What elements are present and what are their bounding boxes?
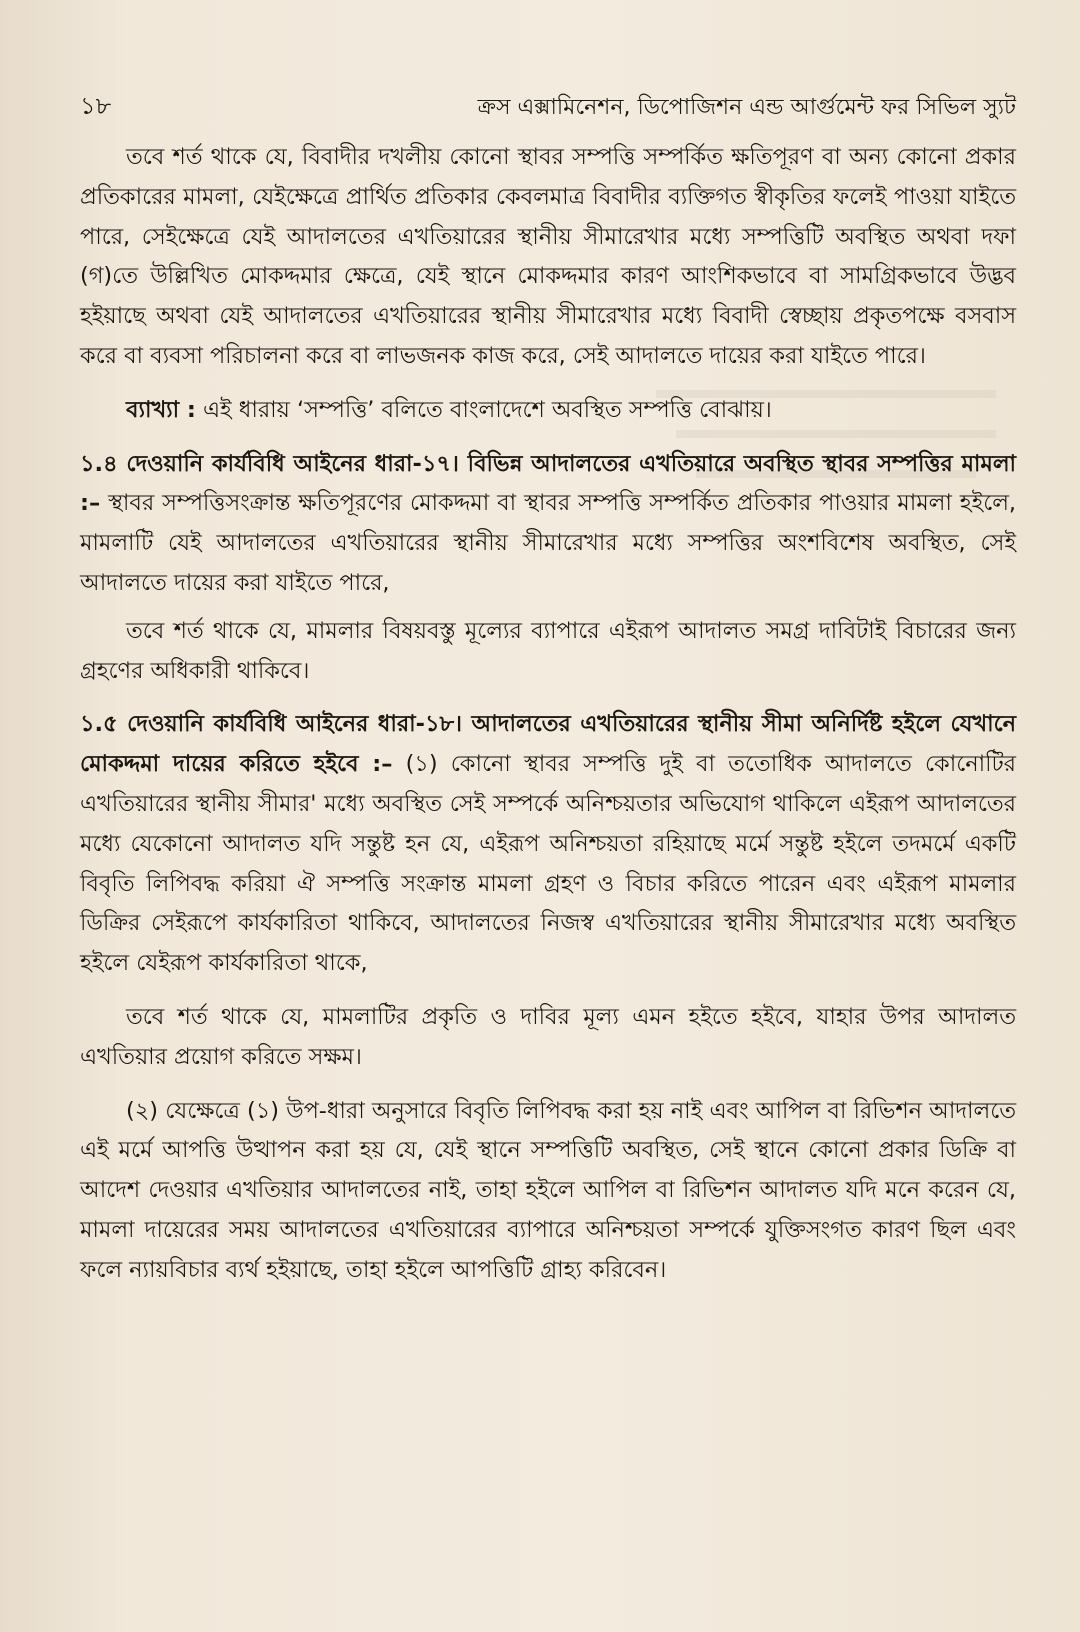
explanation-label: ব্যাখ্যা :: [126, 396, 196, 423]
proviso-paragraph: তবে শর্ত থাকে যে, বিবাদীর দখলীয় কোনো স্থাবর সম্পত্তি সম্পর্কিত ক্ষতিপূরণ বা অন্য কোনো প্রকার প্রতিকারের মামলা, যেইক্ষেত্রে প্রার্থিত প্রতিকার কেবলমাত্র বিবাদীর ব্যক্তিগত স্বীকৃতির ফলেই পাওয়া যাইতে পারে, সেইক্ষেত্রে যেই আদালতের এখতিয়ারের স্থানীয় সীমারেখার মধ্যে সম্পত্তিটি অবস্থিত অথবা দফা (গ)তে উল্লিখিত মোকদ্দমার ক্ষেত্রে, যেই স্থানে মোকদ্দমার কারণ আংশিকভাবে বা সামগ্রিকভাবে উদ্ভব হইয়াছে অথবা যেই আদালতের এখতিয়ারের স্থানীয় সীমারেখার মধ্যে বিবাদী স্বেচ্ছায় প্রকৃতপক্ষে বসবাস করে বা ব্যবসা পরিচালনা করে বা লাভজনক কাজ করে, সেই আদালতে দায়ের করা যাইতে পারে।: [80, 144, 1016, 369]
book-title: ক্রস এক্সামিনেশন, ডিপোজিশন এন্ড আর্গুমেন্ট ফর সিভিল স্যুট: [477, 95, 1016, 120]
section-1-5: [80, 705, 1016, 984]
running-header: [80, 88, 1016, 128]
section-1-4-body: স্থাবর সম্পত্তিসংক্রান্ত ক্ষতিপূরণের মোকদ্দমা বা স্থাবর সম্পত্তি সম্পর্কিত প্রতিকার পাওয়ার মামলা হইলে, মামলাটি যেই আদালতের এখতিয়ারের স্থানীয় সীমারেখার মধ্যে সম্পত্তির অংশবিশেষ অবস্থিত, সেই আদালতে দায়ের করা যাইতে পারে,: [80, 490, 1016, 596]
explanation-text: এই ধারায় ‘সম্পত্তি’ বলিতে বাংলাদেশে অবস্থিত সম্পত্তি বোঝায়।: [195, 396, 772, 423]
section-1-4-heading: ১.৪ দেওয়ানি কার্যবিধি আইনের ধারা-১৭। বিভিন্ন আদালতের এখতিয়ারে অবস্থিত স্থাবর সম্পত্তির মামলা :–: [80, 450, 1016, 517]
page-body: [80, 138, 1016, 1291]
section-1-5-subsection-2: (২) যেক্ষেত্রে (১) উপ-ধারা অনুসারে বিবৃতি লিপিবদ্ধ করা হয় নাই এবং আপিল বা রিভিশন আদালতে এই মর্মে আপত্তি উত্থাপন করা হয় যে, যেই স্থানে সম্পত্তিটি অবস্থিত, সেই স্থানে কোনো প্রকার ডিক্রি বা আদেশ দেওয়ার এখতিয়ার আদালতের নাই, তাহা হইলে আপিল বা রিভিশন আদালত যদি মনে করেন যে, মামলা দায়েরের সময় আদালতের এখতিয়ারের ব্যাপারে অনিশ্চয়তা সম্পর্কে যুক্তিসংগত কারণ ছিল এবং ফলে ন্যায়বিচার ব্যর্থ হইয়াছে, তাহা হইলে আপত্তিটি গ্রাহ্য করিবেন।: [80, 1097, 1016, 1283]
section-1-4-proviso: তবে শর্ত থাকে যে, মামলার বিষয়বস্তু মূল্যের ব্যাপারে এইরূপ আদালত সমগ্র দাবিটাই বিচারের জন্য গ্রহণের অধিকারী থাকিবে।: [80, 617, 1016, 684]
section-1-5-heading: ১.৫ দেওয়ানি কার্যবিধি আইনের ধারা-১৮। আদালতের এখতিয়ারের স্থানীয় সীমা অনির্দিষ্ট হইলে যেখানে মোকদ্দমা দায়ের করিতে হইবে :–: [80, 711, 1016, 778]
section-1-4: [80, 445, 1016, 604]
explanation-paragraph: [80, 391, 1016, 431]
page-number: ১৮: [80, 92, 112, 120]
section-1-5-body: (১) কোনো স্থাবর সম্পত্তি দুই বা ততোধিক আদালতে কোনোটির এখতিয়ারের স্থানীয় সীমার' মধ্যে অবস্থিত সেই সম্পর্কে অনিশ্চয়তার অভিযোগ থাকিলে এইরূপ আদালতের মধ্যে যেকোনো আদালত যদি সন্তুষ্ট হন যে, এইরূপ অনিশ্চয়তা রহিয়াছে মর্মে সন্তুষ্ট হইলে তদমর্মে একটি বিবৃতি লিপিবদ্ধ করিয়া ঐ সম্পত্তি সংক্রান্ত মামলা গ্রহণ ও বিচার করিতে পারেন এবং এইরূপ মামলার ডিক্রির সেইরূপে কার্যকারিতা থাকিবে, আদালতের নিজস্ব এখতিয়ারের স্থানীয় সীমারেখার মধ্যে অবস্থিত হইলে যেইরূপ কার্যকারিতা থাকে,: [80, 751, 1016, 977]
section-1-5-proviso: তবে শর্ত থাকে যে, মামলাটির প্রকৃতি ও দাবির মূল্য এমন হইতে হইবে, যাহার উপর আদালত এখতিয়ার প্রয়োগ করিতে সক্ষম।: [80, 1003, 1016, 1070]
